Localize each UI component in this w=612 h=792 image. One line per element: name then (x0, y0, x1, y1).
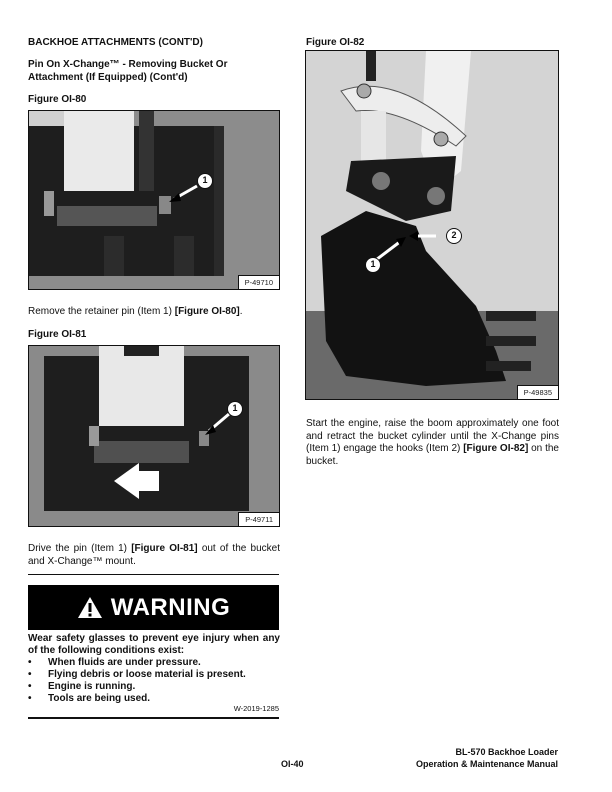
figure-ref[interactable]: [Figure OI-81] (131, 543, 198, 554)
step-drive-pin: Drive the pin (Item 1) [Figure OI-81] out of the bucket and X-Change™ mount. (28, 543, 280, 567)
figure-caption-80: Figure OI-80 (28, 94, 87, 105)
warning-body (28, 633, 280, 705)
figure-ol-80-photo (28, 110, 280, 290)
figure-ol-81-photo (28, 345, 280, 527)
step-engage-hooks: Start the engine, raise the boom approximately one foot and retract the bucket cylinder until the X-Change pins (Item 1) engage the hooks (Item 2) [Figure OI-82] on the bucket. (306, 418, 559, 467)
warning-bullet: • When fluids are under pressure. (28, 657, 201, 668)
warning-bullet: • Engine is running. (28, 681, 136, 692)
photo-id: P-49711 (238, 512, 279, 526)
callout-2: 2 (446, 228, 462, 244)
figure-ref[interactable]: [Figure OI-80] (174, 306, 240, 317)
warning-code: W-2019-1285 (233, 704, 279, 713)
figure-ref[interactable]: [Figure OI-82] (463, 443, 529, 454)
callout-1: 1 (365, 257, 381, 273)
backhoe-bucket-photo-image (306, 51, 559, 400)
figure-caption-82: Figure OI-82 (306, 37, 365, 48)
warning-top-rule (28, 574, 279, 575)
figure-ol-82-photo (305, 50, 559, 400)
warning-triangle-icon (77, 596, 103, 619)
callout-1: 1 (197, 173, 213, 189)
step-remove-retainer-pin: Remove the retainer pin (Item 1) [Figure OI-80]. (28, 306, 243, 317)
warning-banner (28, 585, 279, 630)
section-title: BACKHOE ATTACHMENTS (CONT'D) (28, 37, 203, 48)
warning-title: WARNING (110, 593, 231, 621)
warning-bullet: • Tools are being used. (28, 693, 151, 704)
manual-title: BL-570 Backhoe Loader Operation & Maintenance Manual (415, 747, 558, 769)
warning-bottom-rule (28, 717, 279, 719)
photo-id: P-49710 (238, 275, 279, 289)
callout-1: 1 (227, 401, 243, 417)
figure-caption-81: Figure OI-81 (28, 329, 87, 340)
photo-id: P-49835 (517, 385, 558, 399)
warning-intro: Wear safety glasses to prevent eye injury when any of the following conditions exist: (28, 633, 280, 656)
warning-bullet: • Flying debris or loose material is present. (28, 669, 246, 680)
bucket-photo-image (29, 346, 280, 527)
page-number: OI-40 (281, 759, 304, 769)
subsection-title: Pin On X-Change™ - Removing Bucket Or Attachment (If Equipped) (Cont'd) (28, 59, 228, 83)
bucket-photo-image (29, 111, 280, 290)
